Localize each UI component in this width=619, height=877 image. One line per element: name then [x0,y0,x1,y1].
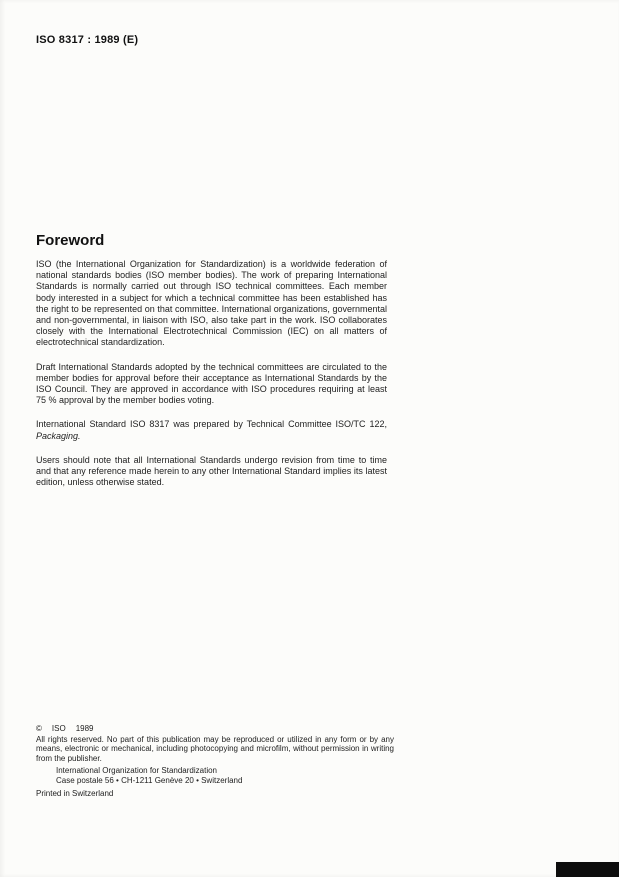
footer [36,724,394,798]
foreword-heading: Foreword [36,232,105,249]
paragraph-prepared-by [36,419,387,441]
paragraph-iso-federation: ISO (the International Organization for Standardization) is a worldwide federation of national standards bodies (ISO member bodies). The work of preparing International Standards is normally carried out through ISO technical committees. Each member body interested in a subject for which a technical committee has been established has the right to be represented on that committee. International organizations, governmental and non-governmental, in liaison with ISO, also take part in the work. ISO collaborates closely with the International Electrotechnical Commission (IEC) on all matters of electrotechnical standardization. [36,259,387,348]
copyright-symbol: © [36,724,42,733]
copyright-year: 1989 [75,724,94,733]
organization-name: International Organization for Standardization [56,766,217,776]
document-number: ISO 8317 : 1989 (E) [36,34,139,46]
prepared-by-text: International Standard ISO 8317 was prepared by Technical Committee ISO/TC 122, [36,419,387,430]
organization-address: Case postale 56 • CH-1211 Genève 20 • Switzerland [56,775,243,785]
paragraph-revision-note: Users should note that all International Standards undergo revision from time to time and that any reference made herein to any other International Standard implies its latest edition, unless otherwise stated. [36,454,387,488]
prepared-by-committee-name: Packaging. [36,430,81,441]
printed-in-note: Printed in Switzerland [36,788,114,798]
publisher-address-block [36,766,394,785]
paragraph-draft-standards: Draft International Standards adopted by the technical committees are circulated to the member bodies for approval before their acceptance as International Standards by the ISO Council. They are approved in accordance with ISO procedures requiring at least 75 % approval by the member bodies voting. [36,361,387,406]
copyright-owner: ISO [51,724,66,733]
foreword-body [36,259,387,501]
copyright-line [36,724,394,734]
corner-black-mark [556,862,619,877]
rights-statement: All rights reserved. No part of this publication may be reproduced or utilized in any form or by any means, electronic or mechanical, including photocopying and microfilm, without permission in writing from the publisher. [36,734,394,763]
